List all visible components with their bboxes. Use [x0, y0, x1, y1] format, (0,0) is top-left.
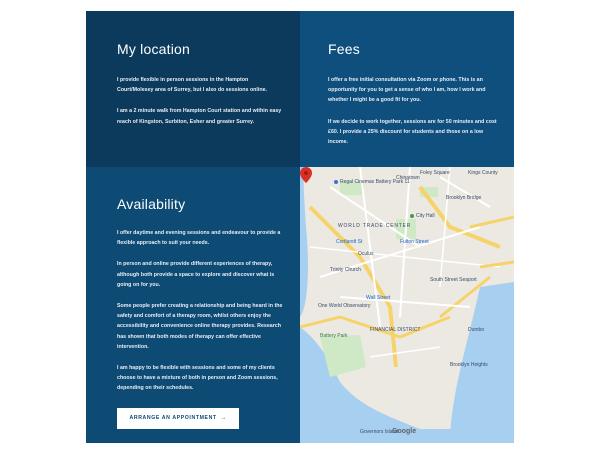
availability-paragraph: In person and online provide different experiences of therapy, although both provide a space to explore and discover what is going on for you. — [117, 261, 275, 288]
location-map[interactable] — [300, 167, 514, 443]
location-paragraph: I provide flexible in person sessions in the Hampton Court/Molesey area of Surrey, but I also do sessions online. — [117, 77, 268, 94]
map-label: Oculus — [358, 251, 374, 257]
map-label: FINANCIAL DISTRICT — [370, 327, 421, 333]
arrow-right-icon: → — [220, 415, 227, 422]
availability-panel — [86, 167, 300, 443]
google-attribution: Google — [392, 428, 417, 435]
map-label: WORLD TRADE CENTER — [338, 223, 412, 229]
availability-title: Availability — [117, 196, 186, 212]
fees-paragraph: If we decide to work together, sessions are for 50 minutes and cost £60. I provide a 25% discount for students and those on a low income. — [328, 118, 497, 146]
location-panel — [86, 11, 300, 167]
location-pin-icon[interactable] — [300, 167, 312, 183]
map-label: Trinity Church — [330, 267, 361, 273]
map-label-text: Regal Cinemas Battery Park 11 — [340, 179, 410, 185]
map-label: Brooklyn Bridge — [446, 195, 482, 201]
map-label: Chinatown — [396, 175, 420, 181]
location-title: My location — [117, 41, 191, 57]
availability-paragraph: Some people prefer creating a relationship and being heard in the safety and comfort of a therapy room, whilst others enjoy the accessibility and convenience online therapy provides. Research has shown that both modes of therapy can offer effective intervention. — [117, 303, 283, 350]
map-label-text: City Hall — [416, 213, 435, 219]
availability-paragraph: I offer daytime and evening sessions and endeavour to provide a flexible approach to suit your needs. — [117, 230, 281, 247]
map-label: Dumbo — [468, 327, 485, 333]
fees-paragraph: I offer a free initial consultation via Zoom or phone. This is an opportunity for you to get a sense of who I am, how I work and whether I might be a good fit for you. — [328, 77, 486, 104]
map-label — [410, 213, 435, 219]
map-label: Wall Street — [366, 295, 391, 301]
fees-panel — [300, 11, 514, 167]
location-paragraph: I am a 2 minute walk from Hampton Court station and within easy reach of Kingston, Surbiton, Esher and greater Surrey. — [117, 108, 282, 125]
map-label: Kings County — [468, 170, 498, 176]
map-label: Foley Square — [420, 170, 450, 176]
availability-paragraph: I am happy to be flexible with sessions and some of my clients choose to have a mixture of both in person and Zoom sessions, depending on their schedules. — [117, 365, 278, 392]
fees-title: Fees — [328, 41, 360, 57]
map-label: Battery Park — [320, 333, 348, 339]
arrange-appointment-label: ARRANGE AN APPOINTMENT — [129, 415, 217, 422]
map-label: One World Observatory — [318, 303, 371, 309]
map-label: Fulton Street — [400, 239, 429, 245]
map-label: Cortlandt St — [336, 239, 363, 245]
map-label: South Street Seaport — [430, 277, 477, 283]
park-icon — [410, 214, 414, 218]
map-label: Governors Island — [360, 429, 399, 435]
map-label: Brooklyn Heights — [450, 362, 488, 368]
arrange-appointment-button[interactable] — [117, 408, 239, 429]
cinema-icon — [334, 180, 338, 184]
info-grid — [86, 11, 514, 443]
